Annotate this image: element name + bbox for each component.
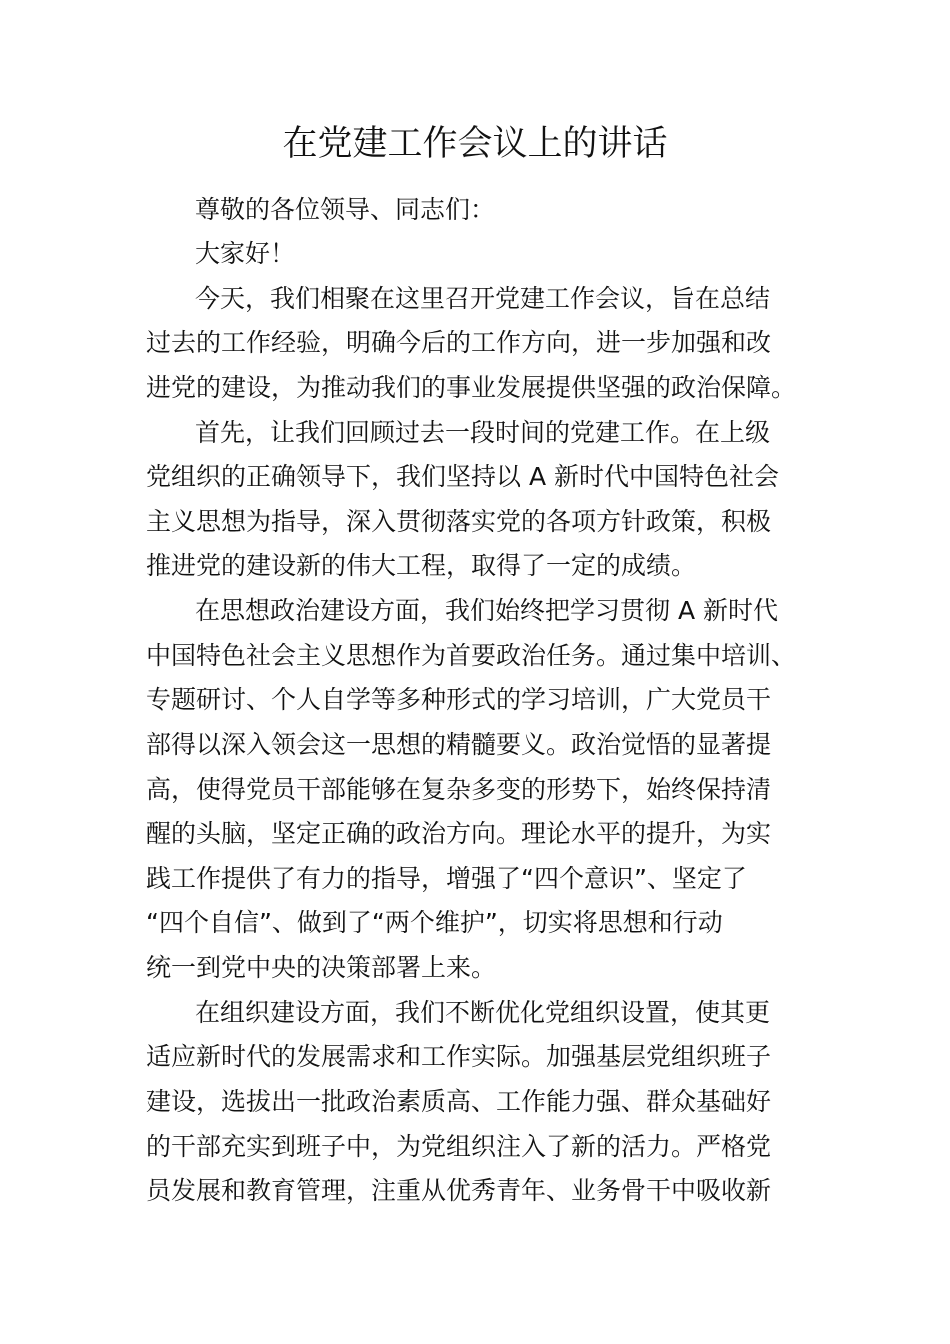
paragraph-line: 中国特色社会主义思想作为首要政治任务。通过集中培训、 <box>146 641 797 670</box>
paragraph-line: 推进党的建设新的伟大工程，取得了一定的成绩。 <box>146 551 697 580</box>
paragraph-line: 适应新时代的发展需求和工作实际。加强基层党组织班子 <box>146 1042 772 1071</box>
paragraph-line: 员发展和教育管理，注重从优秀青年、业务骨干中吸收新 <box>146 1176 772 1205</box>
document-title: 在党建工作会议上的讲话 <box>282 124 668 164</box>
paragraph-line: 在组织建设方面，我们不断优化党组织设置，使其更 <box>195 998 771 1027</box>
paragraph-line: 党组织的正确领导下，我们坚持以 A 新时代中国特色社会 <box>146 462 779 491</box>
paragraph-line: 的干部充实到班子中，为党组织注入了新的活力。严格党 <box>146 1132 772 1161</box>
paragraph-line: 醒的头脑，坚定正确的政治方向。理论水平的提升，为实 <box>146 819 772 848</box>
paragraph-line: 主义思想为指导，深入贯彻落实党的各项方针政策，积极 <box>146 507 772 536</box>
paragraph-line: 高，使得党员干部能够在复杂多变的形势下，始终保持清 <box>146 775 772 804</box>
paragraph-line: 建设，选拔出一批政治素质高、工作能力强、群众基础好 <box>146 1087 772 1116</box>
paragraph-line: 践工作提供了有力的指导，增强了“四个意识”、坚定了 <box>146 864 747 893</box>
paragraph-line: 今天，我们相聚在这里召开党建工作会议，旨在总结 <box>195 284 771 313</box>
paragraph-line: 部得以深入领会这一思想的精髓要义。政治觉悟的显著提 <box>146 730 772 759</box>
paragraph-line: “四个自信”、做到了“两个维护”，切实将思想和行动 <box>146 908 723 937</box>
paragraph-line: 首先，让我们回顾过去一段时间的党建工作。在上级 <box>195 418 771 447</box>
greeting-line: 大家好！ <box>195 239 296 268</box>
salutation-line: 尊敬的各位领导、同志们： <box>195 195 496 224</box>
paragraph-line: 进党的建设，为推动我们的事业发展提供坚强的政治保障。 <box>146 373 797 402</box>
paragraph-line: 在思想政治建设方面，我们始终把学习贯彻 A 新时代 <box>195 596 778 625</box>
paragraph-line: 统一到党中央的决策部署上来。 <box>146 953 497 982</box>
paragraph-line: 过去的工作经验，明确今后的工作方向，进一步加强和改 <box>146 328 772 357</box>
paragraph-line: 专题研讨、个人自学等多种形式的学习培训，广大党员干 <box>146 685 772 714</box>
